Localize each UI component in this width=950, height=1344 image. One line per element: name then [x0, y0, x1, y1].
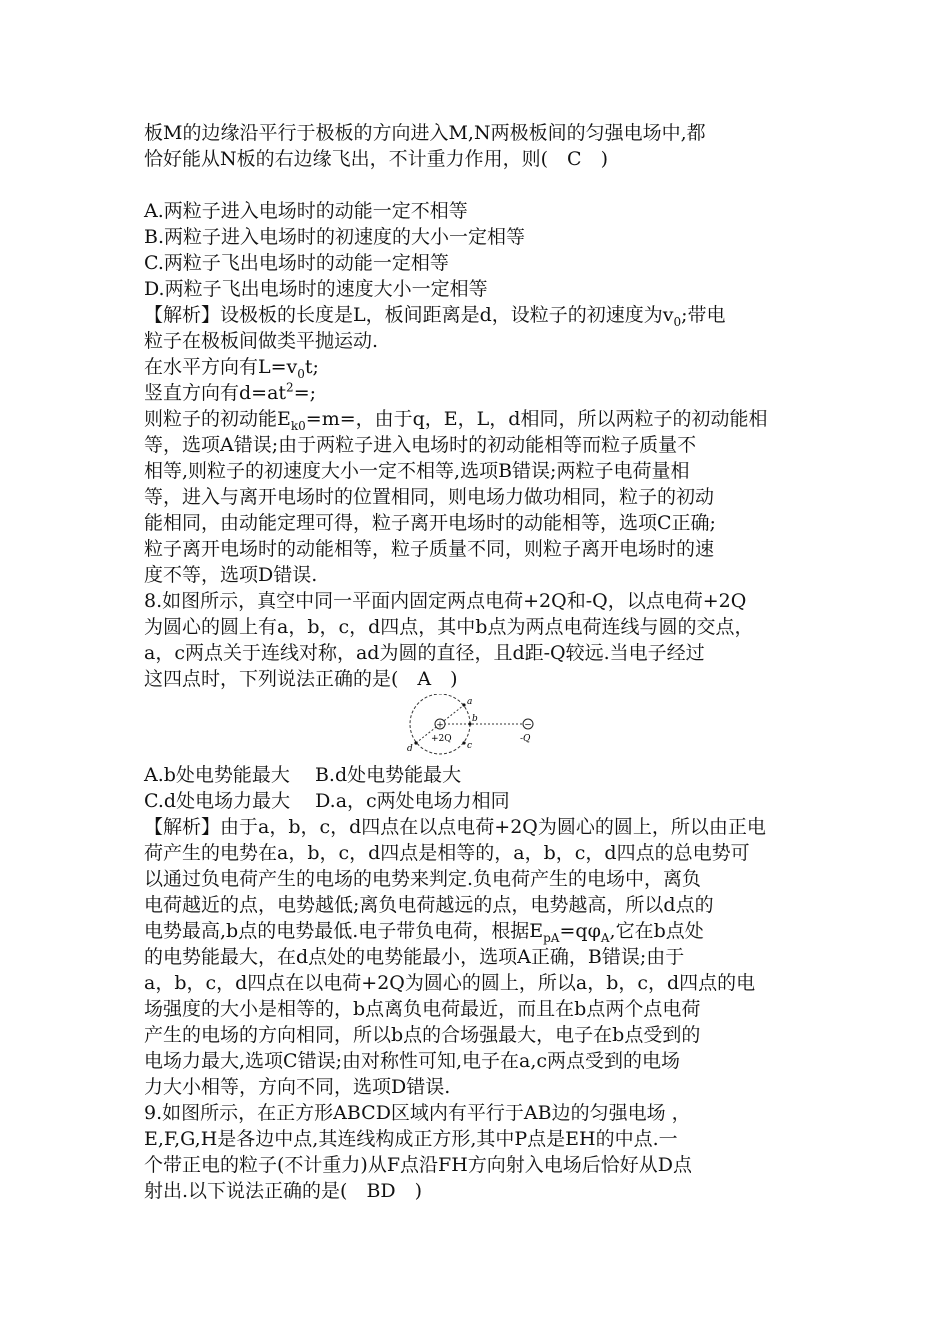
label-positive-charge: +2Q	[431, 734, 452, 744]
subscript: pA	[543, 930, 560, 945]
text-run: =m=，由于q，E，L，d相同，所以两粒子的初动能相	[305, 408, 768, 430]
q7-option: D.两粒子飞出电场时的速度大小一定相等	[144, 278, 488, 300]
q8-analysis-line: 场强度的大小是相等的，b点离负电荷最近，而且在b点两个点电荷	[144, 998, 701, 1020]
q8-analysis-line	[144, 918, 824, 944]
text-run: 电势最高,b点的电势最低.电子带负电荷，根据E	[144, 920, 544, 942]
text-run: ;带电	[681, 304, 726, 326]
text-run: 竖直方向有d=at	[144, 382, 287, 404]
text-run: t;	[304, 356, 319, 378]
q9-stem-line: 个带正电的粒子(不计重力)从F点沿FH方向射入电场后恰好从D点	[144, 1154, 692, 1176]
subscript: 0	[297, 366, 305, 381]
subscript: 0	[673, 314, 682, 329]
q8-analysis-line: 力大小相等，方向不同，选项D错误.	[144, 1076, 451, 1098]
point-c	[462, 741, 465, 744]
q7-analysis-line	[144, 406, 824, 432]
q9-stem-line: E,F,G,H是各边中点,其连线构成正方形,其中P点是EH的中点.一	[144, 1128, 678, 1150]
q8-option: C.d处电场力最大 D.a，c两处电场力相同	[144, 790, 510, 812]
text-run: =qφ	[559, 920, 601, 942]
q7-analysis-line: 能相同，由动能定理可得，粒子离开电场时的动能相等，选项C正确;	[144, 512, 716, 534]
label-negative-charge: -Q	[520, 734, 531, 744]
q8-stem-line: a，c两点关于连线对称，ad为圆的直径，且d距-Q较远.当电子经过	[144, 642, 705, 664]
subscript: A	[600, 930, 610, 945]
text-run: 在水平方向有L=v	[144, 356, 298, 378]
label-c: c	[467, 741, 473, 751]
q7-option: C.两粒子飞出电场时的动能一定相等	[144, 252, 449, 274]
label-a: a	[467, 697, 473, 707]
document-content	[144, 120, 824, 1204]
q7-stem-line: 板M的边缘沿平行于极板的方向进入M,N两极板间的匀强电场中,都	[144, 122, 706, 144]
positive-sign: +	[436, 720, 444, 731]
text-run: 【解析】设极板的长度是L，板间距离是d，设粒子的初速度为v	[144, 304, 674, 326]
point-a	[462, 703, 465, 706]
q7-analysis-line: 度不等，选项D错误.	[144, 564, 318, 586]
q7-analysis-line	[144, 354, 824, 380]
q7-analysis-line: 相等,则粒子的初速度大小一定不相等,选项B错误;两粒子电荷量相	[144, 460, 690, 482]
q8-analysis-line: a，b，c，d四点在以电荷+2Q为圆心的圆上，所以a，b，c，d四点的电	[144, 972, 756, 994]
q7-stem-line: 恰好能从N板的右边缘飞出，不计重力作用，则( C )	[144, 148, 608, 170]
q8-analysis-line: 【解析】由于a，b，c，d四点在以点电荷+2Q为圆心的圆上，所以由正电	[144, 816, 766, 838]
q7-analysis-line: 粒子在极板间做类平抛运动.	[144, 330, 379, 352]
superscript: 2	[286, 380, 294, 395]
q9-stem-line: 射出.以下说法正确的是( BD )	[144, 1180, 423, 1202]
q8-analysis-line: 电荷越近的点，电势越低;离负电荷越远的点，电势越高，所以d点的	[144, 894, 714, 916]
q7-analysis-line: 等，进入与离开电场时的位置相同，则电场力做功相同，粒子的初动	[144, 486, 715, 508]
q8-analysis-line: 的电势能最大，在d点处的电势能最小，选项A正确，B错误;由于	[144, 946, 685, 968]
q7-option: A.两粒子进入电场时的动能一定不相等	[144, 200, 468, 222]
q8-analysis-line: 以通过负电荷产生的电场的电势来判定.负电荷产生的电场中，离负	[144, 868, 702, 890]
q7-analysis-line	[144, 302, 824, 328]
spacer	[144, 172, 824, 198]
q7-analysis-line: 等，选项A错误;由于两粒子进入电场时的初动能相等而粒子质量不	[144, 434, 697, 456]
point-charges-figure	[406, 694, 566, 758]
q7-analysis-line	[144, 380, 824, 406]
label-d: d	[407, 744, 413, 754]
q8-stem-line: 8.如图所示，真空中同一平面内固定两点电荷+2Q和-Q，以点电荷+2Q	[144, 590, 747, 612]
negative-sign: −	[524, 720, 532, 731]
point-d	[414, 741, 417, 744]
text-run: 则粒子的初动能E	[144, 408, 291, 430]
q8-analysis-line: 荷产生的电势在a，b，c，d四点是相等的，a，b，c，d四点的总电势可	[144, 842, 750, 864]
text-run: ,它在b点处	[609, 920, 704, 942]
q8-analysis-line: 电场力最大,选项C错误;由对称性可知,电子在a,c两点受到的电场	[144, 1050, 681, 1072]
q8-stem-line: 为圆心的圆上有a，b，c，d四点，其中b点为两点电荷连线与圆的交点，	[144, 616, 754, 638]
q9-stem-line: 9.如图所示，在正方形ABCD区域内有平行于AB边的匀强电场 ，	[144, 1102, 691, 1124]
q8-stem-line: 这四点时，下列说法正确的是( A )	[144, 668, 458, 690]
q8-analysis-line: 产生的电场的方向相同，所以b点的合场强最大，电子在b点受到的	[144, 1024, 701, 1046]
label-b: b	[472, 714, 478, 724]
q7-analysis-line: 粒子离开电场时的动能相等，粒子质量不同，则粒子离开电场时的速	[144, 538, 715, 560]
q7-option: B.两粒子进入电场时的初速度的大小一定相等	[144, 226, 526, 248]
q8-option: A.b处电势能最大 B.d处电势能最大	[144, 764, 462, 786]
subscript: k0	[290, 418, 306, 433]
text-run: =;	[293, 382, 317, 404]
